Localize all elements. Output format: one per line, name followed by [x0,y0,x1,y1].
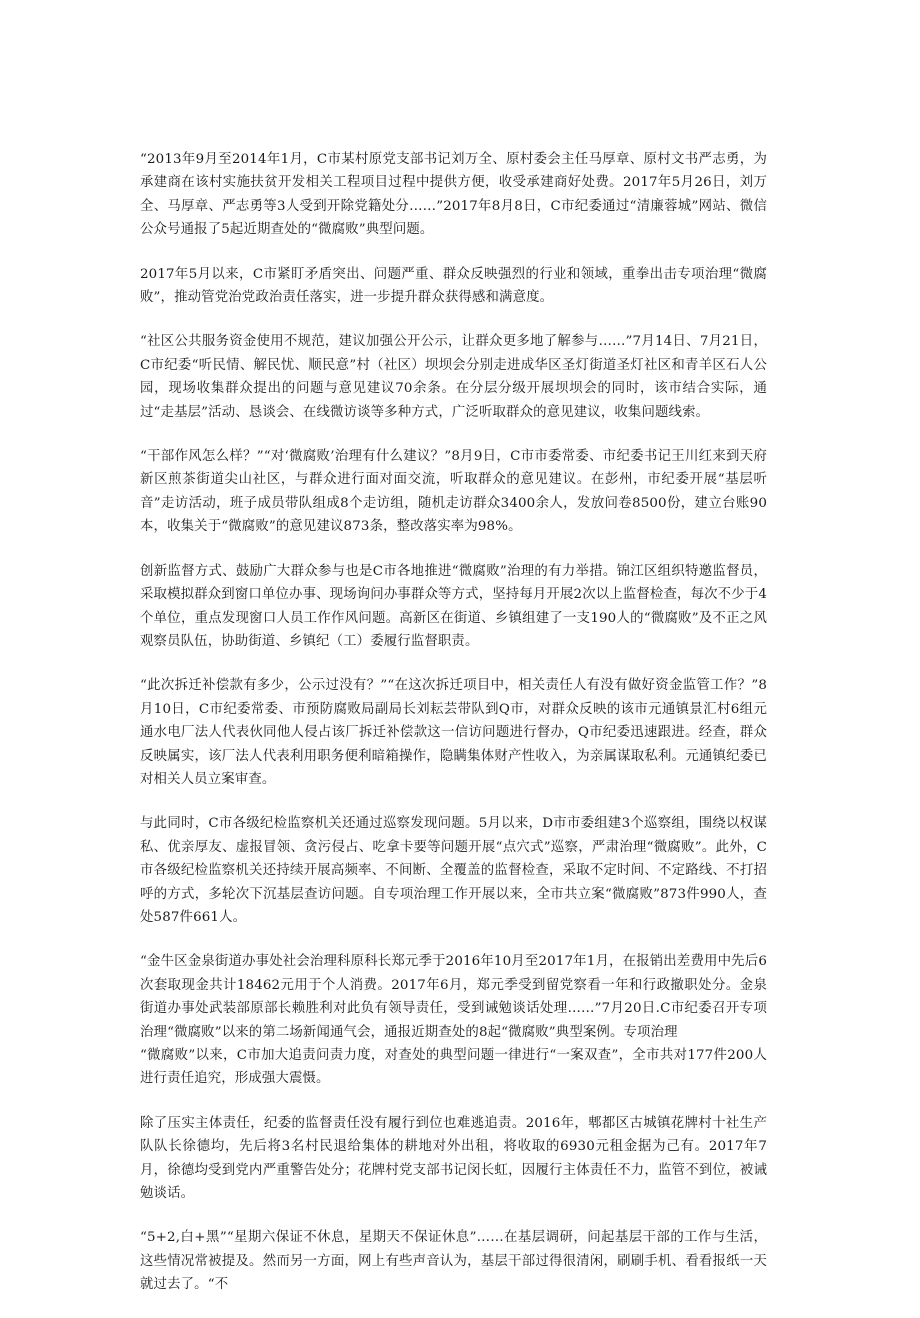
paragraph-10: 除了压实主体责任，纪委的监督责任没有履行到位也难逃追责。2016年，郫都区古城镇花牌村十社生产队队长徐德均，先后将3名村民退给集体的耕地对外出租，将收取的6930元租金据为己有。2017年7月，徐德均受到党内严重警告处分；花牌村党支部书记闵长虹，因履行主体责任不力，监管不到位，被诫勉谈话。 [140,1115,767,1202]
paragraph-9: “微腐败”以来，C市加大追责问责力度，对查处的典型问题一律进行“一案双查”，全市共对177件200人进行责任追究，形成强大震慑。 [140,1048,767,1087]
paragraph-1: “2013年9月至2014年1月，C市某村原党支部书记刘万全、原村委会主任马厚章、原村文书严志勇，为承建商在该村实施扶贫开发相关工程项目过程中提供方便，收受承建商好处费。2017年5月26日，刘万全、马厚章、严志勇等3人受到开除党籍处分……”2017年8月8日，C市纪委通过“清廉蓉城”网站、微信公众号通报了5起近期查处的“微腐败”典型问题。 [140,152,767,238]
paragraph-5: 创新监督方式、鼓励广大群众参与也是C市各地推进“微腐败”治理的有力举措。锦江区组织特邀监督员，采取模拟群众到窗口单位办事、现场询问办事群众等方式，坚持每月开展2次以上监督检查，每次不少于4个单位，重点发现窗口人员工作作风问题。高新区在街道、乡镇组建了一支190人的“微腐败”及不正之风观察员队伍，协助街道、乡镇纪（工）委履行监督职责。 [140,563,767,649]
paragraph-6: “此次拆迁补偿款有多少，公示过没有？”“在这次拆迁项目中，相关责任人有没有做好资金监管工作？”8月10日，C市纪委常委、市预防腐败局副局长刘耘芸带队到Q市，对群众反映的该市元通镇景汇村6组元通水电厂法人代表伙同他人侵占该厂拆迁补偿款这一信访问题进行督办，Q市纪委迅速跟进。经查，群众反映属实，该厂法人代表利用职务便利暗箱操作，隐瞒集体财产性收入，为亲属谋取私利。元通镇纪委已对相关人员立案审查。 [140,678,767,787]
document-body [140,148,767,1318]
paragraph-3: “社区公共服务资金使用不规范，建议加强公开公示，让群众更多地了解参与……”7月14日、7月21日，C市纪委“听民情、解民忧、顺民意”村（社区）坝坝会分别走进成华区圣灯街道圣灯社区和青羊区石人公园，现场收集群众提出的问题与意见建议70余条。在分层分级开展坝坝会的同时，该市结合实际，通过“走基层”活动、恳谈会、在线微访谈等多种方式，广泛听取群众的意见建议，收集问题线索。 [140,334,767,420]
paragraph-2: 2017年5月以来，C市紧盯矛盾突出、问题严重、群众反映强烈的行业和领域，重拳出击专项治理“微腐败”，推动管党治党政治责任落实，进一步提升群众获得感和满意度。 [140,266,767,306]
paragraph-4: “干部作风怎么样？”“对‘微腐败’治理有什么建议？”8月9日，C市市委常委、市纪委书记王川红来到天府新区煎茶街道尖山社区，与群众进行面对面交流，听取群众的意见建议。在彭州，市纪委开展“基层听音”走访活动，班子成员带队组成8个走访组，随机走访群众3400余人，发放问卷8500份，建立台账90本，收集关于“微腐败”的意见建议873条，整改落实率为98%。 [140,449,767,535]
paragraph-11: “5+2,白+黑”“星期六保证不休息，星期天不保证休息”……在基层调研，问起基层干部的工作与生活，这些情况常被提及。然而另一方面，网上有些声音认为，基层干部过得很清闲，刷刷手机、看看报纸一天就过去了。“不 [140,1230,767,1293]
paragraph-8: “金牛区金泉街道办事处社会治理科原科长郑元季于2016年10月至2017年1月，在报销出差费用中先后6次套取现金共计18462元用于个人消费。2017年6月，郑元季受到留党察看一年和行政撤职处分。金泉街道办事处武装部原部长赖胜利对此负有领导责任，受到诫勉谈话处理……”7月20日.C市纪委召开专项治理“微腐败”以来的第二场新闻通气会，通报近期查处的8起“微腐败”典型案例。专项治理 [140,954,767,1040]
paragraph-7: 与此同时，C市各级纪检监察机关还通过巡察发现问题。5月以来，D市市委组建3个巡察组，围绕以权谋私、优亲厚友、虚报冒领、贪污侵占、吃拿卡要等问题开展“点穴式”巡察，严肃治理“微腐败”。此外，C市各级纪检监察机关还持续开展高频率、不间断、全覆盖的监督检查，采取不定时间、不定路线、不打招呼的方式，多轮次下沉基层查访问题。自专项治理工作开展以来，全市共立案“微腐败”873件990人，查处587件661人。 [140,816,767,925]
